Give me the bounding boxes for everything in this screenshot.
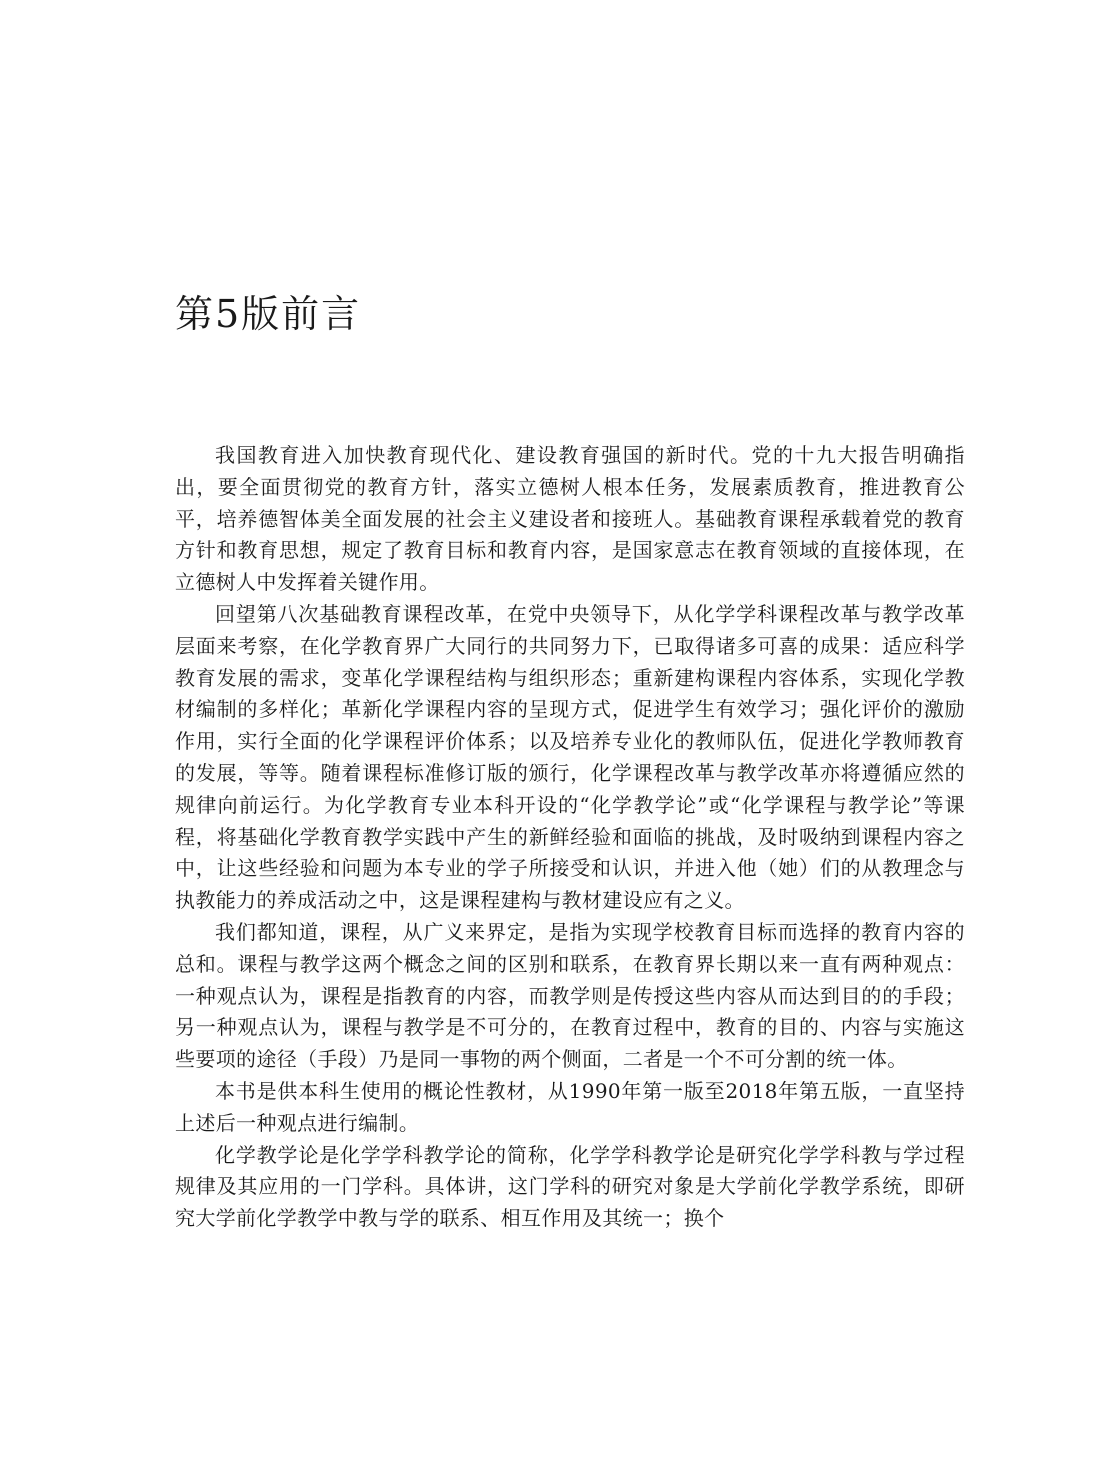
paragraph-3: 我们都知道，课程，从广义来界定，是指为实现学校教育目标而选择的教育内容的总和。课程与教学这两个概念之间的区别和联系，在教育界长期以来一直有两种观点：一种观点认为，课程是指教育的内容，而教学则是传授这些内容从而达到目的的手段；另一种观点认为，课程与教学是不可分的，在教育过程中，教育的目的、内容与实施这些要项的途径（手段）乃是同一事物的两个侧面，二者是一个不可分割的统一体。 [175,919,965,1072]
page-title: 第5版前言 [175,292,362,336]
paragraph-4: 本书是供本科生使用的概论性教材，从1990年第一版至2018年第五版，一直坚持上述后一种观点进行编制。 [175,1078,965,1135]
paragraph-1: 我国教育进入加快教育现代化、建设教育强国的新时代。党的十九大报告明确指出，要全面贯彻党的教育方针，落实立德树人根本任务，发展素质教育，推进教育公平，培养德智体美全面发展的社会主义建设者和接班人。基础教育课程承载着党的教育方针和教育思想，规定了教育目标和教育内容，是国家意志在教育领域的直接体现，在立德树人中发挥着关键作用。 [175,443,965,595]
paragraph-2: 回望第八次基础教育课程改革，在党中央领导下，从化学学科课程改革与教学改革层面来考察，在化学教育界广大同行的共同努力下，已取得诸多可喜的成果：适应科学教育发展的需求，变革化学课程结构与组织形态；重新建构课程内容体系，实现化学教材编制的多样化；革新化学课程内容的呈现方式，促进学生有效学习；强化评价的激励作用，实行全面的化学课程评价体系；以及培养专业化的教师队伍，促进化学教师教育的发展，等等。随着课程标准修订版的颁行，化学课程改革与教学改革亦将遵循应然的规律向前运行。为化学教育专业本科开设的“化学教学论”或“化学课程与教学论”等课程，将基础化学教育教学实践中产生的新鲜经验和面临的挑战，及时吸纳到课程内容之中，让这些经验和问题为本专业的学子所接受和认识，并进入他（她）们的从教理念与执教能力的养成活动之中，这是课程建构与教材建设应有之义。 [175,601,965,913]
paragraph-5: 化学教学论是化学学科教学论的简称，化学学科教学论是研究化学学科教与学过程规律及其应用的一门学科。具体讲，这门学科的研究对象是大学前化学教学系统，即研究大学前化学教学中教与学的联系、相互作用及其统一；换个 [175,1142,965,1231]
preface-body [175,440,965,1235]
